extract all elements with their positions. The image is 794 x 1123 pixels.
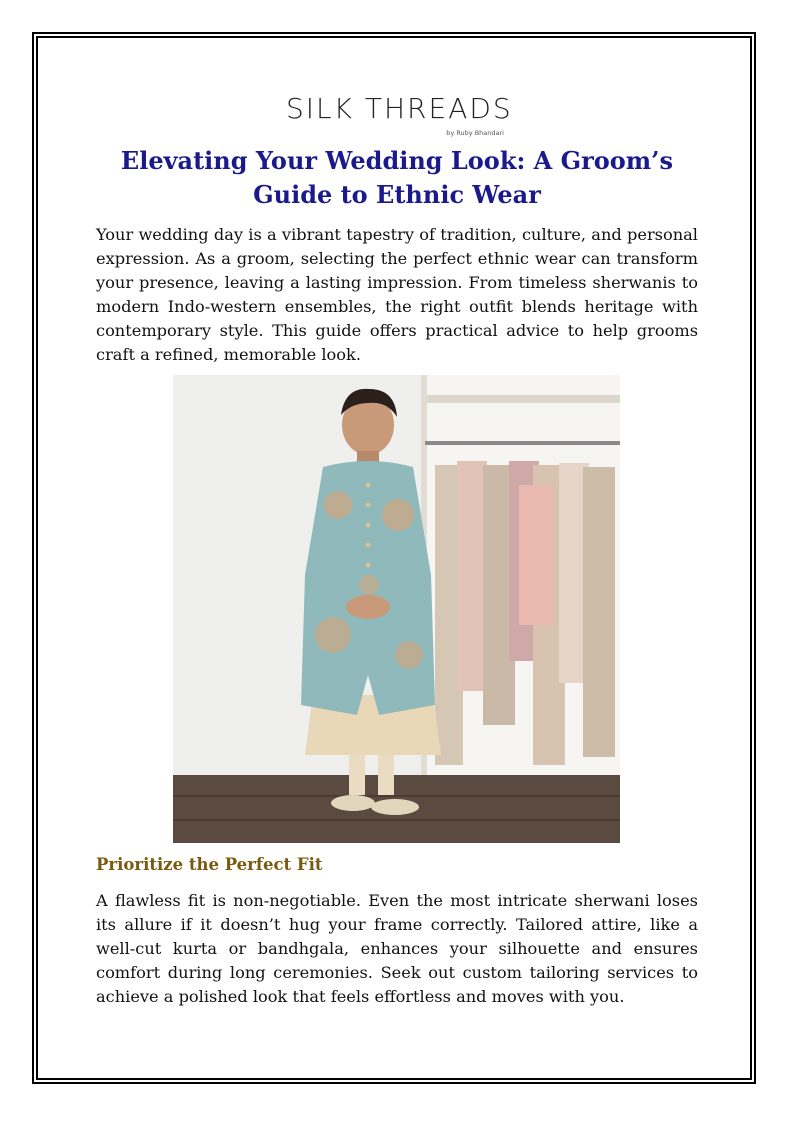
brand-byline: by Ruby Bhandari bbox=[446, 129, 504, 137]
section-heading: Prioritize the Perfect Fit bbox=[96, 855, 323, 874]
brand-logo bbox=[286, 92, 513, 142]
section-body: A flawless fit is non-negotiable. Even the most intricate sherwani loses its allure if it doesn’t hug your frame correctly. Tailored attire, like a well-cut kurta or bandhgala, enhances your silhouette and ensures comfort during long ceremonies. Seek out custom tailoring services to achieve a polished look that feels effortless and moves with you. bbox=[96, 891, 698, 1006]
article-title: Elevating Your Wedding Look: A Groom’s Guide to Ethnic Wear bbox=[120, 146, 674, 209]
brand-name: SILK THREADS bbox=[286, 92, 513, 125]
intro-paragraph: Your wedding day is a vibrant tapestry of tradition, culture, and personal expression. As a groom, selecting the perfect ethnic wear can transform your presence, leaving a lasting impression. From timeless sherwanis to modern Indo-western ensembles, the right outfit blends heritage with contemporary style. This guide offers practical advice to help grooms craft a refined, memorable look. bbox=[96, 225, 698, 364]
photo-illustration bbox=[173, 375, 620, 843]
groom-sherwani-photo bbox=[173, 375, 620, 843]
